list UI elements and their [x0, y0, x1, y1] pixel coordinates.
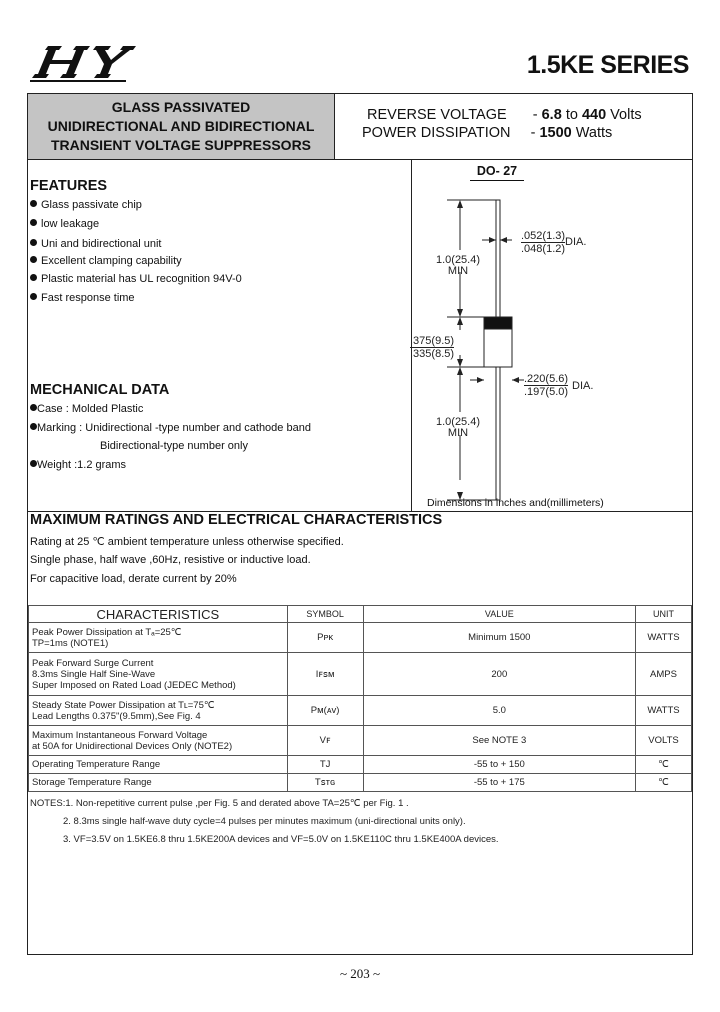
body-dia-max: .220(5.6) [524, 373, 569, 385]
reverse-voltage-max: 440 [581, 107, 607, 123]
table-row [29, 774, 692, 792]
ratings-line: Single phase, half wave ,60Hz, resistive or inductive load. [30, 554, 311, 566]
characteristic-line: Peak Forward Surge Current [32, 657, 154, 669]
table-row [29, 696, 692, 726]
reverse-voltage-dash: - [532, 107, 538, 123]
symbol-cell: Pᴘᴋ [287, 623, 363, 653]
col-characteristics: CHARACTERISTICS [29, 606, 288, 623]
package-name: DO- 27 [470, 164, 524, 181]
title-line-2: UNIDIRECTIONAL AND BIDIRECTIONAL [47, 118, 315, 134]
dimensions-footnote: Dimensions in inches and(millimeters) [427, 497, 604, 509]
unit-cell: AMPS [636, 653, 692, 696]
table-row [29, 653, 692, 696]
unit-cell: ℃ [636, 756, 692, 774]
feature-item [30, 273, 242, 286]
reverse-voltage-label: REVERSE VOLTAGE [367, 107, 507, 123]
bullet-icon [30, 404, 37, 411]
mechanical-text: Bidirectional-type number only [100, 440, 248, 452]
symbol-cell: Iꜰꜱᴍ [287, 653, 363, 696]
unit-cell: ℃ [636, 774, 692, 792]
feature-item [30, 292, 135, 305]
feature-text: low leakage [41, 218, 100, 230]
lead-length-value: 1.0(25.4) [435, 416, 481, 428]
feature-text: Excellent clamping capability [41, 255, 182, 267]
hy-logo [26, 40, 152, 84]
characteristic-line: Steady State Power Dissipation at Tʟ=75℃ [32, 699, 215, 711]
symbol-cell: Pᴍ(ᴀᴠ) [287, 696, 363, 726]
characteristic-line: at 50A for Unidirectional Devices Only (NOTE2) [32, 740, 233, 752]
lead-length-value: 1.0(25.4) [435, 254, 481, 266]
col-value: VALUE [363, 606, 635, 623]
lead-length-top-label [432, 255, 484, 277]
symbol-cell: Tꜱᴛɢ [287, 774, 363, 792]
mechanical-item [30, 459, 126, 472]
bullet-icon [30, 423, 37, 430]
feature-item [30, 218, 99, 231]
power-dissipation-spec [362, 124, 612, 143]
product-title-block [28, 94, 335, 159]
note-1: NOTES:1. Non-repetitive current pulse ,per Fig. 5 and derated above TA=25℃ per Fig. 1 . [30, 798, 409, 809]
mechanical-text: Weight :1.2 grams [37, 459, 127, 471]
ratings-line: For capacitive load, derate current by 20% [30, 573, 237, 585]
reverse-voltage-min: 6.8 [541, 107, 562, 123]
title-line-1: GLASS PASSIVATED [111, 99, 251, 115]
reverse-voltage-to: to [565, 107, 578, 123]
body-length-min: .335(8.5) [410, 348, 455, 360]
feature-text: Uni and bidirectional unit [41, 238, 162, 250]
lead-length-bottom-label [432, 417, 484, 439]
bullet-icon [30, 460, 37, 467]
bullet-icon [30, 239, 37, 246]
body-dia-unit: DIA. [572, 380, 594, 392]
min-label: MIN [447, 427, 469, 439]
feature-item [30, 199, 142, 212]
feature-text: Plastic material has UL recognition 94V-0 [41, 273, 242, 285]
table-row [29, 756, 692, 774]
unit-cell: WATTS [636, 623, 692, 653]
table-row [29, 726, 692, 756]
lead-dia-max: .052(1.3) [521, 230, 566, 242]
bullet-icon [30, 256, 37, 263]
characteristic-line: Super Imposed on Rated Load (JEDEC Method) [32, 679, 236, 691]
bullet-icon [30, 274, 37, 281]
power-dissipation-unit: Watts [575, 125, 613, 141]
characteristic-cell [29, 696, 288, 726]
characteristic-line: 8.3ms Single Half Sine-Wave [32, 668, 156, 680]
characteristic-cell [29, 726, 288, 756]
header-divider [28, 159, 692, 160]
ratings-line: Rating at 25 ℃ ambient temperature unless otherwise specified. [30, 536, 344, 548]
characteristic-line: Peak Power Dissipation at Tₐ=25℃ [32, 626, 182, 638]
characteristic-cell [29, 623, 288, 653]
value-cell: -55 to + 175 [363, 774, 635, 792]
unit-cell: VOLTS [636, 726, 692, 756]
power-dissipation-dash: - [530, 125, 536, 141]
feature-item [30, 238, 161, 251]
reverse-voltage-spec [367, 106, 642, 125]
symbol-cell: TJ [287, 756, 363, 774]
series-title: 1.5KE SERIES [526, 51, 689, 79]
power-dissipation-label: POWER DISSIPATION [362, 125, 511, 141]
mechanical-text: Case : Molded Plastic [37, 403, 144, 415]
value-cell: Minimum 1500 [363, 623, 635, 653]
body-length-max: .375(9.5) [410, 335, 455, 347]
feature-item [30, 255, 182, 268]
table-header-row [29, 606, 692, 623]
value-cell: 200 [363, 653, 635, 696]
characteristics-table [28, 605, 692, 792]
min-label: MIN [447, 265, 469, 277]
reverse-voltage-unit: Volts [610, 107, 642, 123]
symbol-cell: Vꜰ [287, 726, 363, 756]
characteristic-line: Maximum Instantaneous Forward Voltage [32, 729, 208, 741]
value-cell: -55 to + 150 [363, 756, 635, 774]
characteristic-line: Lead Lengths 0.375"(9.5mm),See Fig. 4 [32, 710, 201, 722]
body-dia-label [524, 374, 568, 398]
bullet-icon [30, 200, 37, 207]
body-length-label [410, 336, 454, 360]
characteristic-line: TP=1ms (NOTE1) [32, 637, 109, 649]
ratings-title: MAXIMUM RATINGS AND ELECTRICAL CHARACTERISTICS [30, 512, 443, 528]
lead-dia-label [521, 231, 565, 255]
table-row [29, 623, 692, 653]
note-2: 2. 8.3ms single half-wave duty cycle=4 pulses per minutes maximum (uni-directional units only). [63, 816, 466, 827]
bullet-icon [30, 219, 37, 226]
mechanical-title: MECHANICAL DATA [30, 382, 170, 398]
col-symbol: SYMBOL [287, 606, 363, 623]
mechanical-text: Marking : Unidirectional -type number and cathode band [37, 422, 311, 434]
page-number: ~ 203 ~ [339, 966, 381, 981]
characteristic-cell [29, 653, 288, 696]
lead-dia-min: .048(1.2) [521, 243, 566, 255]
mechanical-item [30, 403, 143, 416]
characteristic-cell: Storage Temperature Range [29, 774, 288, 792]
power-dissipation-value: 1500 [539, 125, 572, 141]
feature-text: Fast response time [41, 292, 135, 304]
feature-text: Glass passivate chip [41, 199, 142, 211]
bullet-icon [30, 293, 37, 300]
note-3: 3. VF=3.5V on 1.5KE6.8 thru 1.5KE200A devices and VF=5.0V on 1.5KE110C thru 1.5KE400A devices. [63, 834, 499, 845]
mechanical-item [30, 422, 311, 435]
features-title: FEATURES [30, 178, 108, 194]
body-dia-min: .197(5.0) [524, 386, 569, 398]
characteristic-cell: Operating Temperature Range [29, 756, 288, 774]
title-line-3: TRANSIENT VOLTAGE SUPPRESSORS [50, 137, 312, 153]
col-unit: UNIT [636, 606, 692, 623]
value-cell: See NOTE 3 [363, 726, 635, 756]
unit-cell: WATTS [636, 696, 692, 726]
value-cell: 5.0 [363, 696, 635, 726]
lead-dia-unit: DIA. [565, 236, 587, 248]
